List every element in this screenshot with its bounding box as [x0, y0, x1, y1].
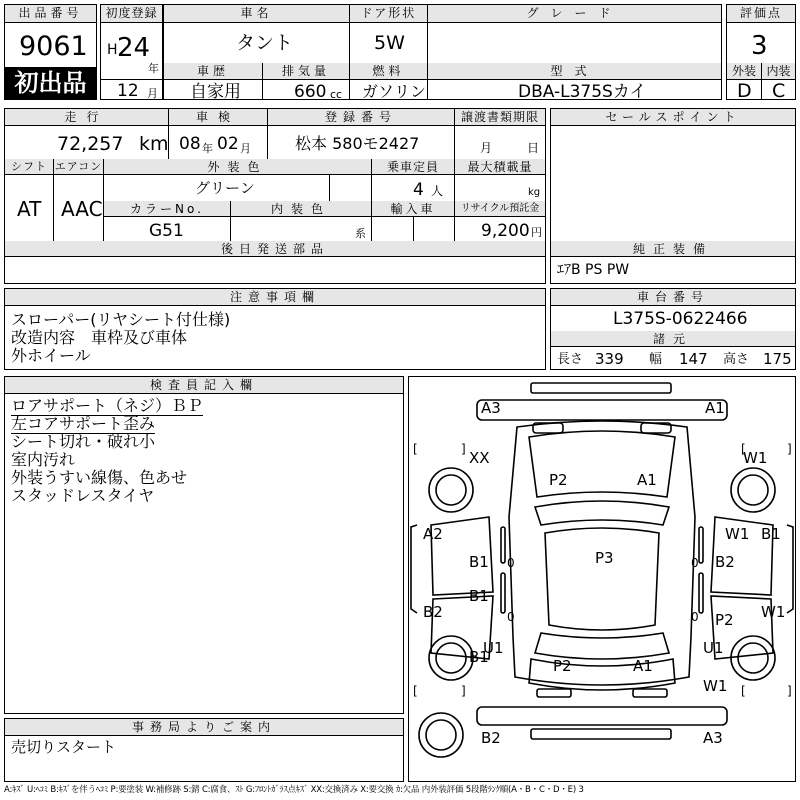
svg-text:0: 0	[507, 556, 515, 570]
color-no: G51	[149, 221, 184, 241]
damage-mark: A2	[423, 525, 443, 543]
car-diagram	[409, 377, 795, 781]
damage-mark: B2	[481, 729, 501, 747]
door-label: ドア形状	[350, 5, 427, 23]
damage-mark: A1	[633, 657, 653, 675]
note-line: スローパー(リヤシート付仕様)	[11, 310, 231, 329]
svg-text:[: [	[741, 442, 746, 456]
capacity-label: 乗車定員	[372, 159, 454, 175]
damage-mark: B1	[469, 553, 489, 571]
ext-color: グリーン	[195, 179, 255, 197]
interior-grade: C	[772, 80, 786, 102]
max-load-unit: kg	[528, 187, 541, 198]
damage-mark: B1	[469, 648, 489, 666]
max-load-label: 最大積載量	[455, 159, 545, 175]
registration-box	[100, 4, 163, 100]
sales-point-label: セールスポイント	[551, 109, 795, 126]
svg-text:0: 0	[691, 556, 699, 570]
int-color-label: 内装色	[231, 201, 371, 217]
svg-text:[: [	[741, 684, 746, 698]
note-line: 改造内容 車枠及び車体	[11, 328, 188, 347]
genuine-equipment: ｴｱB PS PW	[557, 262, 630, 278]
inspector-label: 検査員記入欄	[5, 377, 403, 394]
inspector-box	[4, 376, 404, 714]
office-message: 売切りスタート	[11, 738, 117, 756]
ac-label: エアコン	[54, 160, 103, 173]
genuine-equipment-label: 純正装備	[551, 241, 795, 257]
svg-text:]: ]	[787, 442, 792, 456]
office-label: 事務局よりご案内	[5, 719, 403, 736]
transfer-day: 日	[527, 141, 540, 155]
mileage: 72,257	[57, 133, 124, 155]
inspection-label: 車検	[169, 109, 267, 126]
inspection-year: 08	[179, 134, 201, 154]
width-label: 幅	[649, 352, 663, 367]
ac: AAC	[61, 197, 103, 221]
svg-text:0: 0	[691, 610, 699, 624]
score-label: 評価点	[727, 5, 795, 23]
length: 339	[595, 350, 624, 368]
registration-label: 初度登録	[101, 5, 162, 23]
displacement-label: 排気量	[263, 63, 349, 80]
lot-number-label: 出品番号	[5, 5, 96, 23]
damage-mark: U1	[703, 639, 724, 657]
first-listing-badge: 初出品	[5, 67, 96, 99]
damage-mark: B2	[715, 553, 735, 571]
note-line: 外ホイール	[11, 346, 91, 365]
later-parts-label: 後日発送部品	[5, 241, 545, 257]
damage-mark: P2	[549, 471, 568, 489]
damage-mark: P3	[595, 549, 614, 567]
inspector-line: 室内汚れ	[11, 450, 76, 469]
score-box	[726, 4, 796, 100]
model-label: 型式	[428, 63, 721, 80]
recycle-deposit: 9,200	[481, 221, 530, 241]
details-box	[4, 108, 546, 284]
shift: AT	[17, 197, 42, 221]
registration-year: 24	[117, 33, 151, 63]
svg-text:]: ]	[461, 684, 466, 698]
fuel-label: 燃料	[350, 63, 427, 80]
interior-label: 内装	[762, 63, 795, 80]
plate-number: 松本 580モ2427	[295, 134, 420, 153]
inspector-line: 左コアサポート歪み	[11, 414, 156, 433]
exterior-grade: D	[737, 80, 752, 102]
car-name: タント	[236, 32, 294, 54]
transfer-label: 譲渡書類期限	[455, 109, 545, 126]
damage-mark: XX	[469, 449, 490, 467]
ext-color-label: 外装色	[104, 159, 371, 175]
office-box	[4, 718, 404, 782]
inspection-month-unit: 月	[240, 142, 251, 155]
height-label: 高さ	[723, 352, 750, 367]
damage-mark: W1	[703, 677, 728, 695]
damage-mark: W1	[761, 603, 786, 621]
vehicle-info-box	[163, 4, 722, 100]
damage-mark: A1	[637, 471, 657, 489]
damage-mark: A1	[705, 399, 725, 417]
damage-mark: A3	[481, 399, 501, 417]
displacement: 660	[294, 82, 327, 102]
door-type: 5W	[374, 32, 405, 54]
notes-label: 注意事項欄	[5, 289, 545, 306]
import-label: 輸入車	[372, 201, 454, 217]
damage-mark: B1	[761, 525, 781, 543]
model: DBA-L375Sカイ	[518, 82, 647, 102]
transfer-month: 月	[480, 141, 493, 155]
registration-year-unit: 年	[148, 62, 159, 75]
mileage-label: 走行	[5, 109, 168, 126]
lot-number: 9061	[19, 31, 88, 62]
damage-mark: B1	[469, 587, 489, 605]
exterior-label: 外装	[727, 63, 761, 80]
sales-point-box	[550, 108, 796, 284]
capacity: 4	[413, 180, 424, 200]
inspection-year-unit: 年	[202, 142, 213, 155]
chassis-label: 車台番号	[551, 289, 795, 306]
legend: A:ｷｽﾞ U:ﾍｺﾐ B:ｷｽﾞを伴うﾍｺﾐ P:要塗装 W:補修跡 S:錆 C:腐食、ｽﾄ G:ﾌﾛﾝﾄｶﾞﾗｽ点ｷｽﾞ XX:交換済み X:要交換 ｶ:欠品 内外装評価 5段階ﾗﾝｸ順(A・B・C・D・E) 3	[4, 785, 584, 795]
grade-label: グレード	[428, 5, 721, 23]
car-name-label: 車名	[164, 5, 349, 23]
registration-month: 12	[117, 81, 139, 101]
damage-diagram-box	[408, 376, 796, 782]
svg-text:]: ]	[787, 684, 792, 698]
chassis-number: L375S-0622466	[613, 309, 748, 329]
damage-mark: P2	[553, 657, 572, 675]
registration-era: H	[107, 42, 118, 58]
damage-mark: U1	[483, 639, 504, 657]
displacement-unit: cc	[330, 88, 343, 101]
color-no-label: カラーNo.	[104, 201, 230, 217]
chassis-box	[550, 288, 796, 370]
inspector-line: スタッドレスタイヤ	[11, 486, 155, 505]
score: 3	[751, 31, 768, 61]
registration-month-unit: 月	[147, 87, 158, 100]
history: 自家用	[190, 82, 241, 102]
lot-number-box	[4, 4, 97, 100]
recycle-unit: 円	[531, 226, 542, 239]
spec-label: 諸元	[551, 331, 795, 347]
recycle-label: リサイクル預託金	[455, 201, 545, 217]
history-label: 車歴	[164, 63, 262, 80]
svg-text:[: [	[413, 684, 418, 698]
damage-mark: B2	[423, 603, 443, 621]
notes-box	[4, 288, 546, 370]
capacity-unit: 人	[431, 184, 444, 198]
damage-mark: A3	[703, 729, 723, 747]
length-label: 長さ	[557, 352, 584, 367]
inspector-line: 外装うすい線傷、色あせ	[11, 468, 188, 487]
svg-text:0: 0	[507, 610, 515, 624]
width: 147	[679, 350, 708, 368]
inspection-month: 02	[217, 134, 239, 154]
fuel: ガソリン	[362, 82, 427, 101]
plate-label: 登録番号	[268, 109, 454, 126]
shift-label: シフト	[5, 159, 53, 175]
inspector-line: シート切れ・破れ小	[11, 432, 156, 451]
damage-mark: W1	[725, 525, 750, 543]
svg-text:]: ]	[461, 442, 466, 456]
height: 175	[763, 350, 792, 368]
mileage-unit: km	[139, 133, 169, 155]
damage-mark: P2	[715, 611, 734, 629]
inspector-line: ロアサポート（ネジ）ＢＰ	[11, 396, 204, 415]
int-color-unit: 系	[355, 227, 366, 240]
svg-text:[: [	[413, 442, 418, 456]
damage-mark: W1	[743, 449, 768, 467]
